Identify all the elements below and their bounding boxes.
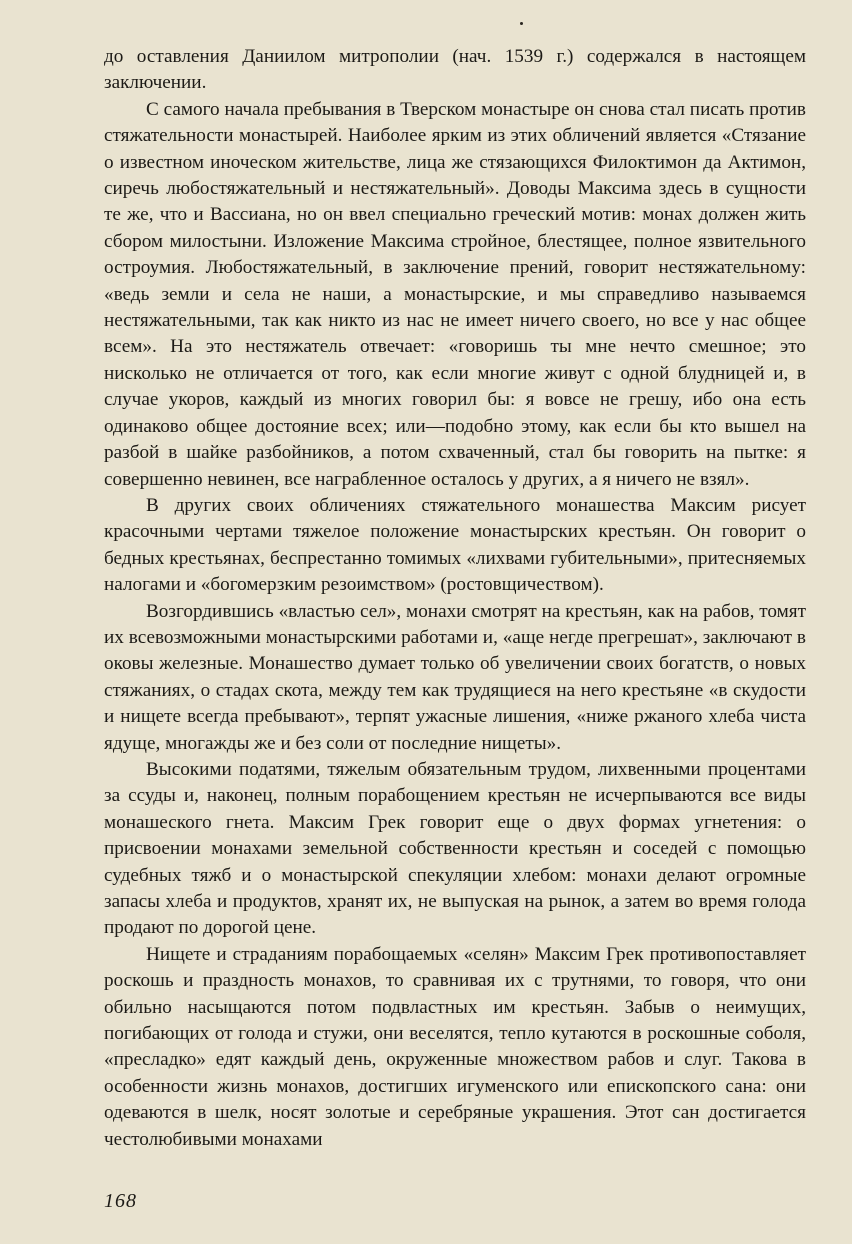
paragraph: В других своих обличениях стяжательного монашества Максим рисует красочными чертами тяжелое положение монастырских крестьян. Он говорит о бедных крестьянах, беспрестанно томимых «лихвами губительными», притесняемых налогами и «богомерзким резоимством» (ростовщичеством).: [104, 494, 806, 596]
paragraph: Возгордившись «властью сел», монахи смотрят на крестьян, как на рабов, томят их всевозможными монастырскими работами и, «аще негде прегрешат», заключают в оковы железные. Монашество думает только об увеличении своих богатств, о новых стяжаниях, о стадах скота, между тем как трудящиеся на него крестьяне «в скудости и нищете всегда пребывают», терпят ужасные лишения, «ниже ржаного хлеба чиста ядуще, многажды же и без соли от последние нищеты».: [104, 600, 806, 754]
paper-speck: [520, 22, 523, 25]
paragraph: Нищете и страданиям порабощаемых «селян» Максим Грек противопоставляет роскошь и праздность монахов, то сравнивая их с трутнями, то говоря, что они обильно насыщаются потом подвластных им крестьян. Забыв о неимущих, погибающих от голода и стужи, они веселятся, тепло кутаются в роскошные соболя, «преcладко» едят каждый день, окруженные множеством рабов и слуг. Такова в особенности жизнь монахов, достигших игуменского или епископского сана: они одеваются в шелк, носят золотые и серебряные украшения. Этот сан достигается честолюбивыми монахами: [104, 943, 806, 1150]
body-text: [104, 44, 806, 1153]
page-number: 168: [104, 1190, 137, 1212]
paragraph: С самого начала пребывания в Тверском монастыре он снова стал писать против стяжательности монастырей. Наиболее ярким из этих обличений является «Стязание о известном иноческом жительстве, лица же стязающихся Филоктимон да Актимон, сиречь любостяжательный и нестяжательный». Доводы Максима здесь в сущности те же, что и Вассиана, но он ввел специально греческий мотив: монах должен жить сбором милостыни. Изложение Максима стройное, блестящее, полное язвительного остроумия. Любостяжательный, в заключение прений, говорит нестяжательному: «ведь земли и села не наши, а монастырские, и мы справедливо называемся нестяжательными, так как никто из нас не имеет ничего своего, но все у нас общее всем». На это нестяжатель отвечает: «говоришь ты мне нечто смешное; это нисколько не отличается от того, как если многие живут с одной блудницей и, в случае укоров, каждый из многих говорил бы: я вовсе не грешу, ибо она есть одинаково общее достояние всех; или—подобно этому, как если бы кто вышел на разбой в шайке разбойников, а потом схваченный, стал бы говорить на пытке: я совершенно невинен, все награбленное осталось у других, а я ничего не взял».: [104, 98, 806, 490]
paragraph: Высокими податями, тяжелым обязательным трудом, лихвенными процентами за ссуды и, наконец, полным порабощением крестьян не исчерпываются все виды монашеского гнета. Максим Грек говорит еще о двух формах угнетения: о присвоении монахами земельной собственности крестьян и соседей с помощью судебных тяжб и о монастырской спекуляции хлебом: монахи делают огромные запасы хлеба и продуктов, хранят их, не выпуская на рынок, а затем во время голода продают по дорогой цене.: [104, 758, 806, 939]
paragraph: до оставления Даниилом митрополии (нач. 1539 г.) содержался в настоящем заключении.: [104, 46, 806, 94]
